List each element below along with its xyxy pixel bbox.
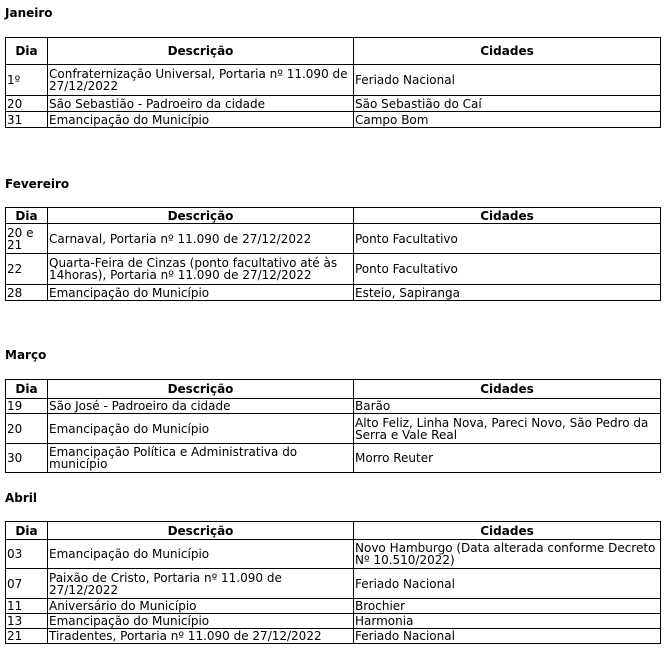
- cell-cidades: Brochier: [354, 599, 661, 614]
- cell-dia: 03: [6, 540, 48, 569]
- cell-cidades: Barão: [354, 399, 661, 414]
- column-header-descricao: Descrição: [48, 208, 354, 224]
- cell-descricao: Emancipação Política e Administrativa do município: [48, 444, 354, 473]
- table-header-row: [6, 522, 661, 540]
- column-header-dia: Dia: [6, 380, 48, 399]
- cell-dia: 20 e 21: [6, 224, 48, 254]
- table-row: [6, 65, 661, 96]
- cell-cidades: São Sebastião do Caí: [354, 96, 661, 112]
- cell-dia: 20: [6, 414, 48, 444]
- table-row: [6, 224, 661, 254]
- cell-cidades: Feriado Nacional: [354, 569, 661, 599]
- cell-dia: 19: [6, 399, 48, 414]
- cell-dia: 20: [6, 96, 48, 112]
- table-header-row: [6, 208, 661, 224]
- cell-descricao: Emancipação do Município: [48, 614, 354, 629]
- cell-descricao: Emancipação do Município: [48, 414, 354, 444]
- cell-descricao: Paixão de Cristo, Portaria nº 11.090 de 27/12/2022: [48, 569, 354, 599]
- holiday-table-abril: [5, 521, 661, 644]
- table-row: [6, 96, 661, 112]
- table-header-row: [6, 38, 661, 65]
- column-header-descricao: Descrição: [48, 522, 354, 540]
- month-title-janeiro: Janeiro: [5, 6, 53, 20]
- column-header-dia: Dia: [6, 38, 48, 65]
- month-title-fevereiro: Fevereiro: [5, 177, 70, 191]
- cell-dia: 13: [6, 614, 48, 629]
- cell-cidades: Alto Feliz, Linha Nova, Pareci Novo, São Pedro da Serra e Vale Real: [354, 414, 661, 444]
- column-header-dia: Dia: [6, 208, 48, 224]
- cell-cidades: Campo Bom: [354, 112, 661, 128]
- column-header-dia: Dia: [6, 522, 48, 540]
- table-row: [6, 414, 661, 444]
- cell-cidades: Morro Reuter: [354, 444, 661, 473]
- cell-descricao: Quarta-Feira de Cinzas (ponto facultativo até às 14horas), Portaria nº 11.090 de 27/12/2022: [48, 254, 354, 285]
- cell-dia: 21: [6, 629, 48, 644]
- cell-descricao: São José - Padroeiro da cidade: [48, 399, 354, 414]
- table-row: [6, 399, 661, 414]
- cell-cidades: Ponto Facultativo: [354, 224, 661, 254]
- cell-dia: 22: [6, 254, 48, 285]
- table-row: [6, 599, 661, 614]
- cell-cidades: Harmonia: [354, 614, 661, 629]
- month-title-abril: Abril: [5, 491, 38, 505]
- cell-descricao: Confraternização Universal, Portaria nº 11.090 de 27/12/2022: [48, 65, 354, 96]
- cell-cidades: Ponto Facultativo: [354, 254, 661, 285]
- cell-cidades: Feriado Nacional: [354, 65, 661, 96]
- cell-descricao: Emancipação do Município: [48, 285, 354, 301]
- cell-dia: 11: [6, 599, 48, 614]
- column-header-descricao: Descrição: [48, 380, 354, 399]
- table-header-row: [6, 380, 661, 399]
- table-row: [6, 569, 661, 599]
- cell-dia: 1º: [6, 65, 48, 96]
- cell-descricao: Emancipação do Município: [48, 540, 354, 569]
- table-row: [6, 629, 661, 644]
- cell-cidades: Feriado Nacional: [354, 629, 661, 644]
- column-header-descricao: Descrição: [48, 38, 354, 65]
- holiday-table-janeiro: [5, 37, 661, 128]
- cell-descricao: Aniversário do Município: [48, 599, 354, 614]
- cell-dia: 30: [6, 444, 48, 473]
- table-row: [6, 540, 661, 569]
- cell-dia: 31: [6, 112, 48, 128]
- cell-descricao: Carnaval, Portaria nº 11.090 de 27/12/2022: [48, 224, 354, 254]
- holiday-table-marco: [5, 379, 661, 473]
- cell-cidades: Esteio, Sapiranga: [354, 285, 661, 301]
- cell-cidades: Novo Hamburgo (Data alterada conforme Decreto Nº 10.510/2022): [354, 540, 661, 569]
- table-row: [6, 614, 661, 629]
- cell-descricao: Tiradentes, Portaria nº 11.090 de 27/12/2022: [48, 629, 354, 644]
- column-header-cidades: Cidades: [354, 38, 661, 65]
- month-title-marco: Março: [5, 348, 47, 362]
- cell-descricao: São Sebastião - Padroeiro da cidade: [48, 96, 354, 112]
- cell-dia: 28: [6, 285, 48, 301]
- table-row: [6, 254, 661, 285]
- column-header-cidades: Cidades: [354, 522, 661, 540]
- column-header-cidades: Cidades: [354, 380, 661, 399]
- cell-dia: 07: [6, 569, 48, 599]
- holiday-table-fevereiro: [5, 207, 661, 301]
- table-row: [6, 444, 661, 473]
- cell-descricao: Emancipação do Município: [48, 112, 354, 128]
- table-row: [6, 285, 661, 301]
- table-row: [6, 112, 661, 128]
- column-header-cidades: Cidades: [354, 208, 661, 224]
